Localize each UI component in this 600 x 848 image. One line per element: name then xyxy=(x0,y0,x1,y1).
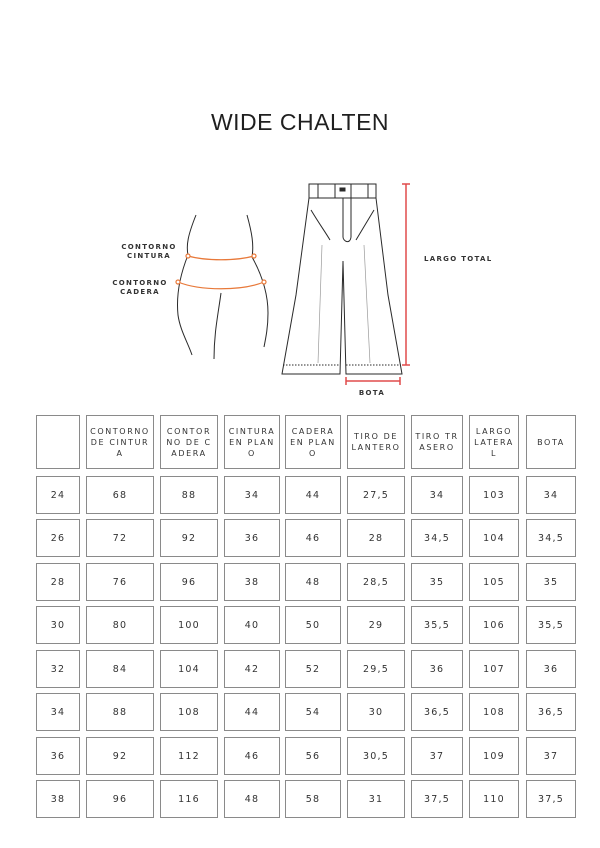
table-cell: 28,5 xyxy=(347,563,405,601)
table-cell: 29,5 xyxy=(347,650,405,688)
size-cell: 24 xyxy=(36,476,80,514)
table-cell: 42 xyxy=(224,650,280,688)
table-cell: 35,5 xyxy=(411,606,463,644)
table-cell: 106 xyxy=(469,606,519,644)
table-cell: 37 xyxy=(526,737,576,775)
table-header-cell: CONTORNO DE CINTURA xyxy=(86,415,154,469)
pants-outline xyxy=(282,198,402,374)
table-header-cell: TIRO DELANTERO xyxy=(347,415,405,469)
table-cell: 84 xyxy=(86,650,154,688)
hip-measure xyxy=(176,280,266,289)
table-cell: 37,5 xyxy=(411,780,463,818)
table-cell: 35 xyxy=(526,563,576,601)
table-cell: 36 xyxy=(224,519,280,557)
size-cell: 30 xyxy=(36,606,80,644)
body-silhouette xyxy=(177,215,268,359)
table-cell: 104 xyxy=(160,650,218,688)
table-cell: 88 xyxy=(86,693,154,731)
size-cell: 36 xyxy=(36,737,80,775)
pants-illustration xyxy=(282,184,402,374)
table-cell: 72 xyxy=(86,519,154,557)
fly xyxy=(343,198,351,242)
label-bota: BOTA xyxy=(358,389,386,397)
table-cell: 56 xyxy=(285,737,341,775)
table-header-cell: CONTORNO DE CADERA xyxy=(160,415,218,469)
table-cell: 50 xyxy=(285,606,341,644)
table-cell: 105 xyxy=(469,563,519,601)
table-cell: 36 xyxy=(526,650,576,688)
table-header-cell: CINTURA EN PLANO xyxy=(224,415,280,469)
table-cell: 68 xyxy=(86,476,154,514)
label-contorno-cintura: CONTORNO CINTURA xyxy=(121,243,177,260)
table-cell: 31 xyxy=(347,780,405,818)
table-header-cell: LARGO LATERAL xyxy=(469,415,519,469)
table-header-cell xyxy=(36,415,80,469)
table-cell: 103 xyxy=(469,476,519,514)
table-cell: 30,5 xyxy=(347,737,405,775)
table-cell: 58 xyxy=(285,780,341,818)
table-cell: 48 xyxy=(285,563,341,601)
table-cell: 34 xyxy=(411,476,463,514)
table-cell: 35,5 xyxy=(526,606,576,644)
table-cell: 92 xyxy=(160,519,218,557)
table-cell: 34 xyxy=(526,476,576,514)
largo-total-measure xyxy=(402,184,410,365)
table-cell: 109 xyxy=(469,737,519,775)
page-title: WIDE CHALTEN xyxy=(210,109,390,135)
size-cell: 28 xyxy=(36,563,80,601)
table-header-cell: CADERA EN PLANO xyxy=(285,415,341,469)
table-cell: 76 xyxy=(86,563,154,601)
waist-measure xyxy=(186,254,256,260)
table-cell: 40 xyxy=(224,606,280,644)
table-cell: 80 xyxy=(86,606,154,644)
table-cell: 107 xyxy=(469,650,519,688)
body-inner-leg xyxy=(214,293,221,359)
table-cell: 112 xyxy=(160,737,218,775)
table-cell: 28 xyxy=(347,519,405,557)
table-cell: 35 xyxy=(411,563,463,601)
table-cell: 104 xyxy=(469,519,519,557)
table-cell: 92 xyxy=(86,737,154,775)
table-cell: 37,5 xyxy=(526,780,576,818)
table-cell: 36,5 xyxy=(411,693,463,731)
table-cell: 48 xyxy=(224,780,280,818)
table-cell: 108 xyxy=(469,693,519,731)
table-cell: 88 xyxy=(160,476,218,514)
size-cell: 26 xyxy=(36,519,80,557)
table-cell: 37 xyxy=(411,737,463,775)
table-header-cell: TIRO TRASERO xyxy=(411,415,463,469)
table-cell: 34 xyxy=(224,476,280,514)
table-cell: 34,5 xyxy=(526,519,576,557)
body-and-pants-illustration xyxy=(0,175,600,405)
table-cell: 110 xyxy=(469,780,519,818)
table-cell: 116 xyxy=(160,780,218,818)
table-cell: 34,5 xyxy=(411,519,463,557)
table-cell: 27,5 xyxy=(347,476,405,514)
table-cell: 29 xyxy=(347,606,405,644)
table-cell: 38 xyxy=(224,563,280,601)
bota-measure xyxy=(346,377,400,385)
table-header-cell: BOTA xyxy=(526,415,576,469)
table-cell: 46 xyxy=(224,737,280,775)
size-cell: 32 xyxy=(36,650,80,688)
table-cell: 36,5 xyxy=(526,693,576,731)
size-cell: 38 xyxy=(36,780,80,818)
table-cell: 108 xyxy=(160,693,218,731)
table-cell: 96 xyxy=(86,780,154,818)
table-cell: 44 xyxy=(285,476,341,514)
label-contorno-cadera: CONTORNO CADERA xyxy=(112,279,168,296)
measurement-diagram xyxy=(0,175,600,405)
button xyxy=(340,188,345,191)
table-cell: 96 xyxy=(160,563,218,601)
table-cell: 100 xyxy=(160,606,218,644)
table-cell: 44 xyxy=(224,693,280,731)
table-cell: 52 xyxy=(285,650,341,688)
table-cell: 30 xyxy=(347,693,405,731)
table-cell: 46 xyxy=(285,519,341,557)
table-cell: 54 xyxy=(285,693,341,731)
table-cell: 36 xyxy=(411,650,463,688)
label-largo-total: LARGO TOTAL xyxy=(424,255,493,263)
size-cell: 34 xyxy=(36,693,80,731)
